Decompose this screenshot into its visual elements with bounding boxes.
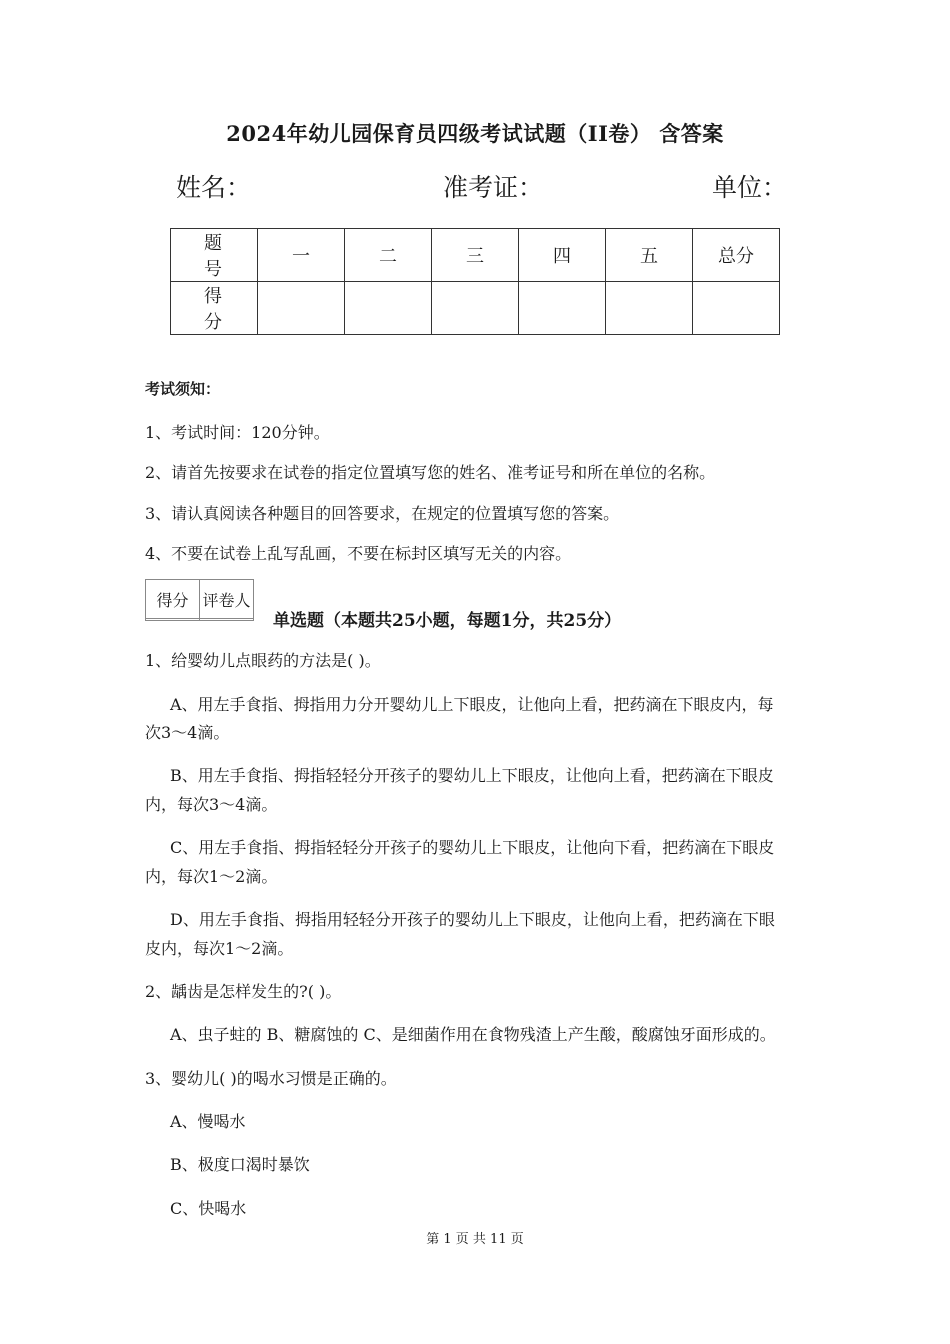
section-3-header: 三 [432, 229, 519, 282]
notice-item-4: 4、不要在试卷上乱写乱画，不要在标封区填写无关的内容。 [145, 544, 572, 563]
section-1-header: 一 [258, 229, 345, 282]
section-2-header: 二 [345, 229, 432, 282]
question-3-stem: 3、婴幼儿( )的喝水习惯是正确的。 [145, 1069, 397, 1088]
notice-item-3: 3、请认真阅读各种题目的回答要求，在规定的位置填写您的答案。 [145, 504, 620, 523]
question-2-stem: 2、龋齿是怎样发生的?( )。 [145, 982, 342, 1001]
question-1-option-b: B、用左手食指、拇指轻轻分开孩子的婴幼儿上下眼皮，让他向上看，把药滴在下眼皮 [170, 766, 774, 785]
question-2-options: A、虫子蛀的 B、糖腐蚀的 C、是细菌作用在食物残渣上产生酸，酸腐蚀牙面形成的。 [170, 1025, 776, 1044]
notice-item-2: 2、请首先按要求在试卷的指定位置填写您的姓名、准考证号和所在单位的名称。 [145, 463, 716, 482]
score-row-label: 得 分 [171, 282, 258, 335]
score-table [170, 228, 780, 335]
unit-field-label: 单位： [712, 173, 788, 202]
question-1-option-d: D、用左手食指、拇指用轻轻分开孩子的婴幼儿上下眼皮，让他向上看，把药滴在下眼 [170, 910, 775, 929]
page-footer: 第 1 页 共 11 页 [426, 1232, 524, 1247]
question-1-option-c-cont: 内，每次1～2滴。 [145, 867, 278, 886]
question-1-stem: 1、给婴幼儿点眼药的方法是( )。 [145, 651, 381, 670]
score-cell-3 [432, 282, 519, 335]
question-1-option-b-cont: 内，每次3～4滴。 [145, 795, 278, 814]
score-cell-2 [345, 282, 432, 335]
score-cell-5 [606, 282, 693, 335]
total-header: 总分 [693, 229, 780, 282]
question-1-option-a-cont: 次3～4滴。 [145, 723, 230, 742]
score-cell-1 [258, 282, 345, 335]
name-field-label: 姓名： [176, 173, 252, 202]
grader-name-cell [200, 619, 254, 621]
question-3-option-b: B、极度口渴时暴饮 [170, 1155, 310, 1174]
score-cell-4 [519, 282, 606, 335]
question-1-option-c: C、用左手食指、拇指轻轻分开孩子的婴幼儿上下眼皮，让他向下看，把药滴在下眼皮 [170, 838, 775, 857]
question-number-header: 题 号 [171, 229, 258, 282]
question-1-option-d-cont: 皮内，每次1～2滴。 [145, 939, 294, 958]
grader-score-label: 得分 [146, 580, 200, 619]
question-3-option-a: A、慢喝水 [170, 1112, 246, 1131]
score-table-score-row [171, 282, 780, 335]
score-cell-total [693, 282, 780, 335]
question-3-option-c: C、快喝水 [170, 1199, 247, 1218]
score-table-header-row [171, 229, 780, 282]
exam-number-field-label: 准考证： [443, 173, 544, 202]
grader-box [145, 579, 254, 621]
notice-item-1: 1、考试时间：120分钟。 [145, 423, 330, 442]
grader-name-label: 评卷人 [200, 580, 254, 619]
section-title: 单选题（本题共25小题，每题1分，共25分） [273, 611, 622, 631]
question-1-option-a: A、用左手食指、拇指用力分开婴幼儿上下眼皮，让他向上看，把药滴在下眼皮内，每 [170, 695, 774, 714]
grader-score-cell [146, 619, 200, 621]
section-5-header: 五 [606, 229, 693, 282]
section-4-header: 四 [519, 229, 606, 282]
page-title: 2024年幼儿园保育员四级考试试题（II卷） 含答案 [226, 121, 724, 146]
notice-heading: 考试须知： [145, 380, 221, 398]
